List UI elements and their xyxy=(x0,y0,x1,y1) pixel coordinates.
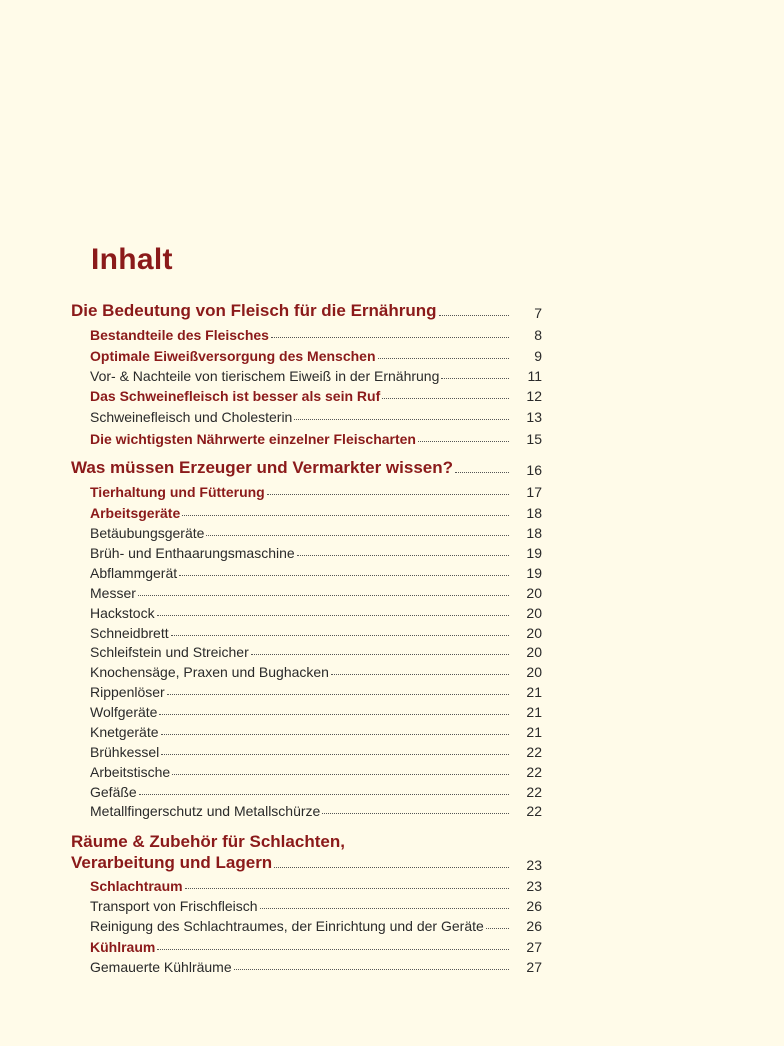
dot-leader xyxy=(486,928,509,929)
dot-leader xyxy=(159,714,509,715)
toc-page-number: 18 xyxy=(526,505,542,521)
toc-entry[interactable] xyxy=(0,937,784,955)
toc-page-number: 23 xyxy=(526,878,542,894)
toc-entry[interactable] xyxy=(0,722,784,740)
toc-page-number: 22 xyxy=(526,784,542,800)
toc-entry[interactable] xyxy=(0,742,784,760)
toc-entry[interactable] xyxy=(0,523,784,541)
toc-entry[interactable] xyxy=(0,801,784,819)
toc-entry[interactable] xyxy=(0,563,784,581)
toc-page-number: 16 xyxy=(526,462,542,478)
toc-entry-title: Kühlraum xyxy=(90,939,156,955)
toc-entry-title: Betäubungsgeräte xyxy=(90,525,205,541)
toc-entry[interactable] xyxy=(0,386,784,404)
toc-page-number: 22 xyxy=(526,764,542,780)
toc-entry-title: Brühkessel xyxy=(90,744,160,760)
toc-entry[interactable] xyxy=(0,623,784,641)
dot-leader xyxy=(179,575,509,576)
dot-leader xyxy=(161,734,510,735)
toc-entry-title: Gefäße xyxy=(90,784,137,800)
toc-entry-title: Das Schweinefleisch ist besser als sein Ruf xyxy=(90,388,381,404)
dot-leader xyxy=(331,674,509,675)
toc-section-heading[interactable] xyxy=(0,456,784,478)
toc-entry[interactable] xyxy=(0,407,784,425)
toc-section-heading[interactable] xyxy=(0,851,784,873)
toc-entry[interactable] xyxy=(0,603,784,621)
toc-page-number: 20 xyxy=(526,605,542,621)
toc-entry[interactable] xyxy=(0,782,784,800)
toc-section-heading-line1[interactable]: Räume & Zubehör für Schlachten, xyxy=(71,832,345,851)
toc-entry-title: Die Bedeutung von Fleisch für die Ernährung xyxy=(71,301,437,320)
toc-page-number: 12 xyxy=(526,388,542,404)
dot-leader xyxy=(161,754,509,755)
toc-entry[interactable] xyxy=(0,346,784,364)
dot-leader xyxy=(382,398,509,399)
dot-leader xyxy=(418,441,509,442)
toc-page-number: 13 xyxy=(526,409,542,425)
toc-entry[interactable] xyxy=(0,325,784,343)
toc-entry-title: Was müssen Erzeuger und Vermarkter wissen? xyxy=(71,458,454,477)
toc-entry[interactable] xyxy=(0,896,784,914)
toc-entry-title: Transport von Frischfleisch xyxy=(90,898,258,914)
toc-page-number: 20 xyxy=(526,644,542,660)
page-title: Inhalt xyxy=(91,243,173,276)
dot-leader xyxy=(378,358,509,359)
dot-leader xyxy=(322,813,509,814)
toc-page-number: 21 xyxy=(526,684,542,700)
toc-page-number: 11 xyxy=(527,368,542,384)
toc-entry-title: Reinigung des Schlachtraumes, der Einrichtung und der Geräte xyxy=(90,918,484,934)
toc-entry[interactable] xyxy=(0,366,784,384)
toc-entry[interactable] xyxy=(0,957,784,975)
dot-leader xyxy=(274,867,509,868)
toc-entry-title: Schleifstein und Streicher xyxy=(90,644,249,660)
toc-entry-title: Gemauerte Kühlräume xyxy=(90,959,232,975)
toc-page-number: 21 xyxy=(526,724,542,740)
toc-entry-title: Vor- & Nachteile von tierischem Eiweiß in der Ernährung xyxy=(90,368,440,384)
toc-entry-title: Hackstock xyxy=(90,605,155,621)
dot-leader xyxy=(157,949,509,950)
dot-leader xyxy=(172,774,509,775)
toc-page-number: 19 xyxy=(526,565,542,581)
toc-page-number: 20 xyxy=(526,585,542,601)
toc-section-heading[interactable] xyxy=(0,299,784,321)
dot-leader xyxy=(297,555,509,556)
toc-entry[interactable] xyxy=(0,503,784,521)
dot-leader xyxy=(439,315,509,316)
toc-entry-title: Die wichtigsten Nährwerte einzelner Fleischarten xyxy=(90,431,416,447)
dot-leader xyxy=(138,595,509,596)
dot-leader xyxy=(441,378,509,379)
toc-page-number: 17 xyxy=(526,484,542,500)
dot-leader xyxy=(267,494,509,495)
toc-entry-title: Knochensäge, Praxen und Bughacken xyxy=(90,664,329,680)
toc-entry-title: Verarbeitung und Lagern xyxy=(71,853,273,872)
toc-entry[interactable] xyxy=(0,543,784,561)
toc-page-number: 20 xyxy=(526,664,542,680)
toc-entry-title: Rippenlöser xyxy=(90,684,165,700)
toc-entry-title: Wolfgeräte xyxy=(90,704,158,720)
dot-leader xyxy=(251,654,509,655)
toc-entry[interactable] xyxy=(0,583,784,601)
dot-leader xyxy=(260,908,509,909)
toc-entry-title: Arbeitsgeräte xyxy=(90,505,181,521)
toc-page-number: 26 xyxy=(526,918,542,934)
dot-leader xyxy=(171,635,509,636)
toc-entry[interactable] xyxy=(0,682,784,700)
dot-leader xyxy=(167,694,509,695)
toc-page-number: 7 xyxy=(534,305,542,321)
toc-page-number: 21 xyxy=(526,704,542,720)
toc-entry[interactable] xyxy=(0,482,784,500)
toc-page-number: 22 xyxy=(526,744,542,760)
toc-entry[interactable] xyxy=(0,702,784,720)
toc-entry-title: Schweinefleisch und Cholesterin xyxy=(90,409,293,425)
toc-page-number: 27 xyxy=(526,959,542,975)
toc-page-number: 9 xyxy=(534,348,542,364)
toc-page-number: 23 xyxy=(526,857,542,873)
dot-leader xyxy=(157,615,509,616)
toc-entry-title: Bestandteile des Fleisches xyxy=(90,327,269,343)
toc-page-number: 20 xyxy=(526,625,542,641)
toc-entry-title: Abflammgerät xyxy=(90,565,178,581)
toc-entry-title: Schneidbrett xyxy=(90,625,169,641)
dot-leader xyxy=(294,419,509,420)
dot-leader xyxy=(206,535,509,536)
dot-leader xyxy=(185,888,509,889)
toc-entry[interactable] xyxy=(0,876,784,894)
toc-entry[interactable] xyxy=(0,642,784,660)
toc-entry-title: Metallfingerschutz und Metallschürze xyxy=(90,803,321,819)
toc-entry[interactable] xyxy=(0,429,784,447)
toc-entry[interactable] xyxy=(0,916,784,934)
toc-page-number: 19 xyxy=(526,545,542,561)
toc-entry-title: Schlachtraum xyxy=(90,878,183,894)
toc-entry-title: Arbeitstische xyxy=(90,764,171,780)
toc-page-number: 22 xyxy=(526,803,542,819)
toc-page-number: 8 xyxy=(534,327,542,343)
toc-entry-title: Brüh- und Enthaarungsmaschine xyxy=(90,545,295,561)
toc-entry-title: Messer xyxy=(90,585,136,601)
toc-entry-title: Knetgeräte xyxy=(90,724,159,740)
dot-leader xyxy=(182,515,509,516)
toc-page-number: 27 xyxy=(526,939,542,955)
dot-leader xyxy=(234,969,509,970)
dot-leader xyxy=(139,794,509,795)
dot-leader xyxy=(271,337,509,338)
toc-page-number: 26 xyxy=(526,898,542,914)
toc-entry-title: Tierhaltung und Fütterung xyxy=(90,484,265,500)
toc-page-number: 15 xyxy=(526,431,542,447)
toc-entry[interactable] xyxy=(0,662,784,680)
toc-page-number: 18 xyxy=(526,525,542,541)
dot-leader xyxy=(455,472,509,473)
toc-entry-title: Optimale Eiweißversorgung des Menschen xyxy=(90,348,376,364)
toc-entry[interactable] xyxy=(0,762,784,780)
